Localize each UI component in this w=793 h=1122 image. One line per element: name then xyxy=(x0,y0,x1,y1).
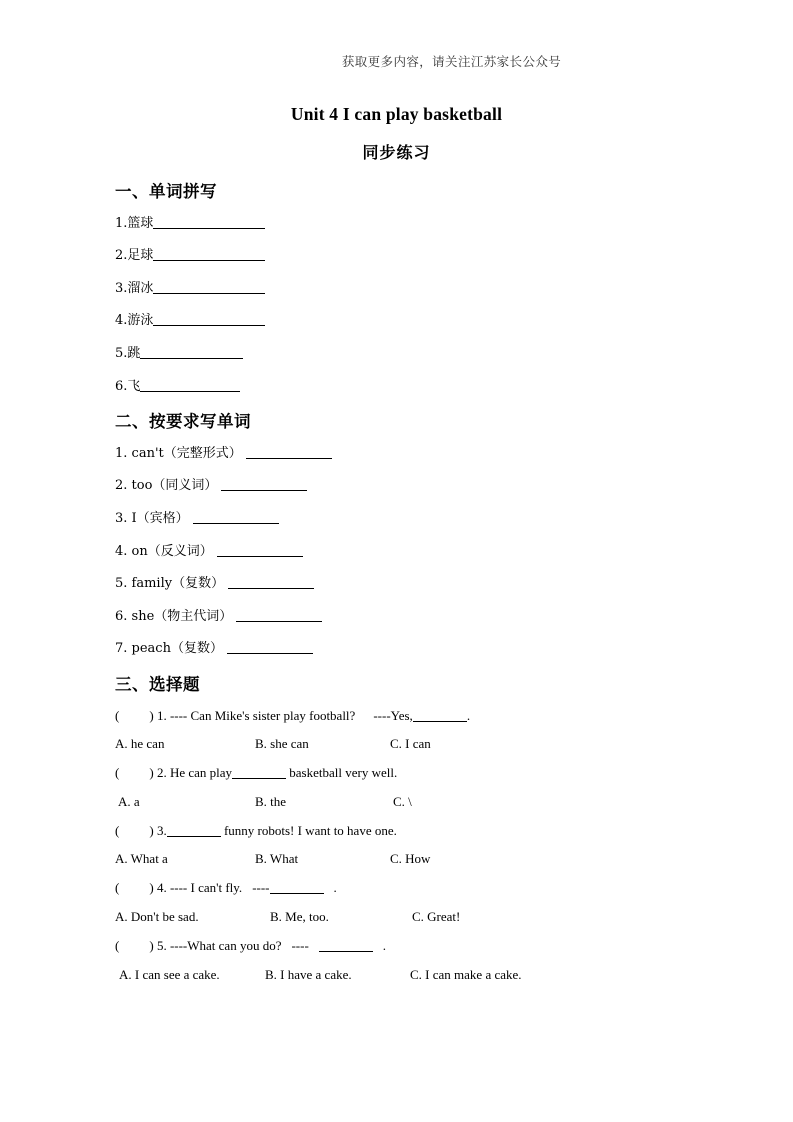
answer-blank[interactable] xyxy=(319,940,373,952)
option-c[interactable]: C. I can xyxy=(390,736,431,752)
option-a[interactable]: A. Don't be sad. xyxy=(115,908,199,924)
answer-paren[interactable]: ( xyxy=(115,880,120,896)
answer-blank[interactable] xyxy=(193,512,279,524)
answer-blank[interactable] xyxy=(236,610,322,622)
option-b[interactable]: B. I have a cake. xyxy=(265,966,352,982)
question-number: 4. xyxy=(156,880,167,896)
mc-question xyxy=(115,708,715,724)
option-b[interactable]: B. What xyxy=(255,851,299,867)
question-stem: ---- I can't fly. xyxy=(169,880,243,896)
answer-blank[interactable] xyxy=(228,577,314,589)
mc-question xyxy=(115,823,715,839)
list-item xyxy=(115,477,715,494)
worksheet-content xyxy=(115,182,715,996)
question-stem-tail: . xyxy=(466,707,471,723)
mc-question xyxy=(115,938,715,954)
answer-blank[interactable] xyxy=(140,347,243,359)
option-c[interactable]: C. Great! xyxy=(412,908,461,924)
page-header-watermark: 获取更多内容，请关注江苏家长公众号 xyxy=(341,54,562,69)
page-title: Unit 4 I can play basketball xyxy=(290,104,503,124)
question-number: 1. xyxy=(156,707,167,723)
mc-options-row xyxy=(115,794,715,810)
question-stem-cont: ---- xyxy=(291,937,309,953)
list-item xyxy=(115,543,715,560)
section-heading: 三、选择题 xyxy=(115,674,200,694)
question-stem-cont: funny robots! I want to have one. xyxy=(223,822,397,838)
section-word-forms xyxy=(115,412,715,657)
list-item xyxy=(115,510,715,527)
item-label: 1. can't（完整形式） xyxy=(115,445,242,461)
section-multiple-choice xyxy=(115,675,715,983)
list-item xyxy=(115,215,715,232)
option-a[interactable]: A. What a xyxy=(115,851,168,867)
option-b[interactable]: B. Me, too. xyxy=(270,908,329,924)
option-a[interactable]: A. a xyxy=(118,793,140,809)
answer-paren-close: ) xyxy=(149,822,154,838)
answer-paren[interactable]: ( xyxy=(115,765,120,781)
question-stem: He can play xyxy=(169,765,233,781)
list-item xyxy=(115,640,715,657)
question-stem-cont: basketball very well. xyxy=(289,765,398,781)
answer-paren-close: ) xyxy=(149,765,154,781)
question-stem: ---- Can Mike's sister play football? xyxy=(169,707,356,723)
answer-blank[interactable] xyxy=(167,825,221,837)
mc-options-row xyxy=(115,736,715,752)
option-c[interactable]: C. \ xyxy=(393,793,412,809)
page-subtitle: 同步练习 xyxy=(362,143,431,162)
list-item xyxy=(115,280,715,297)
answer-blank[interactable] xyxy=(140,380,240,392)
item-label: 6.飞 xyxy=(115,378,141,394)
mc-question xyxy=(115,880,715,896)
mc-options-row xyxy=(115,909,715,925)
mc-question xyxy=(115,765,715,781)
question-stem-tail: . xyxy=(333,880,337,896)
list-item xyxy=(115,575,715,592)
list-item xyxy=(115,247,715,264)
question-stem-tail: . xyxy=(382,937,387,953)
answer-blank[interactable] xyxy=(227,642,313,654)
option-c[interactable]: C. How xyxy=(390,851,431,867)
answer-blank[interactable] xyxy=(246,447,332,459)
item-label: 3. I（宾格） xyxy=(115,511,189,526)
answer-paren-close: ) xyxy=(149,707,154,723)
answer-paren[interactable]: ( xyxy=(115,937,120,953)
answer-paren-close: ) xyxy=(149,880,154,896)
item-label: 3.溜冰 xyxy=(115,280,154,296)
answer-blank[interactable] xyxy=(217,545,303,557)
item-label: 4.游泳 xyxy=(115,313,154,329)
list-item xyxy=(115,608,715,625)
answer-blank[interactable] xyxy=(413,710,467,722)
item-label: 2.足球 xyxy=(115,248,154,264)
option-b[interactable]: B. the xyxy=(255,793,287,809)
mc-options-row xyxy=(115,967,715,983)
item-label: 1.篮球 xyxy=(115,215,154,231)
list-item xyxy=(115,312,715,329)
list-item xyxy=(115,445,715,462)
answer-blank[interactable] xyxy=(153,282,265,294)
option-b[interactable]: B. she can xyxy=(255,736,309,752)
answer-paren-close: ) xyxy=(149,937,154,953)
answer-blank[interactable] xyxy=(153,249,265,261)
question-number: 2. xyxy=(156,765,167,781)
item-label: 5. family（复数） xyxy=(115,576,225,592)
answer-blank[interactable] xyxy=(221,479,307,491)
question-stem: ----What can you do? xyxy=(169,937,282,953)
section-heading: 二、按要求写单词 xyxy=(115,412,251,432)
list-item xyxy=(115,345,715,362)
section-heading: 一、单词拼写 xyxy=(115,182,217,201)
question-number: 3. xyxy=(156,822,167,838)
option-c[interactable]: C. I can make a cake. xyxy=(410,966,522,982)
item-label: 4. on（反义词） xyxy=(115,543,213,559)
item-label: 5.跳 xyxy=(115,346,141,361)
answer-blank[interactable] xyxy=(153,217,265,229)
section-word-spelling xyxy=(115,182,715,394)
answer-paren[interactable]: ( xyxy=(115,707,120,723)
item-label: 7. peach（复数） xyxy=(115,641,223,657)
item-label: 2. too（同义词） xyxy=(115,478,218,494)
answer-blank[interactable] xyxy=(232,767,286,779)
question-stem-cont: ---- xyxy=(252,880,270,896)
answer-blank[interactable] xyxy=(153,314,265,326)
list-item xyxy=(115,378,715,395)
option-a[interactable]: A. I can see a cake. xyxy=(119,966,220,982)
item-label: 6. she（物主代词） xyxy=(115,608,233,624)
mc-options-row xyxy=(115,851,715,867)
question-number: 5. xyxy=(156,937,167,953)
question-stem-cont: ----Yes, xyxy=(373,707,413,723)
option-a[interactable]: A. he can xyxy=(115,736,165,752)
answer-paren[interactable]: ( xyxy=(115,822,120,838)
answer-blank[interactable] xyxy=(270,882,324,894)
